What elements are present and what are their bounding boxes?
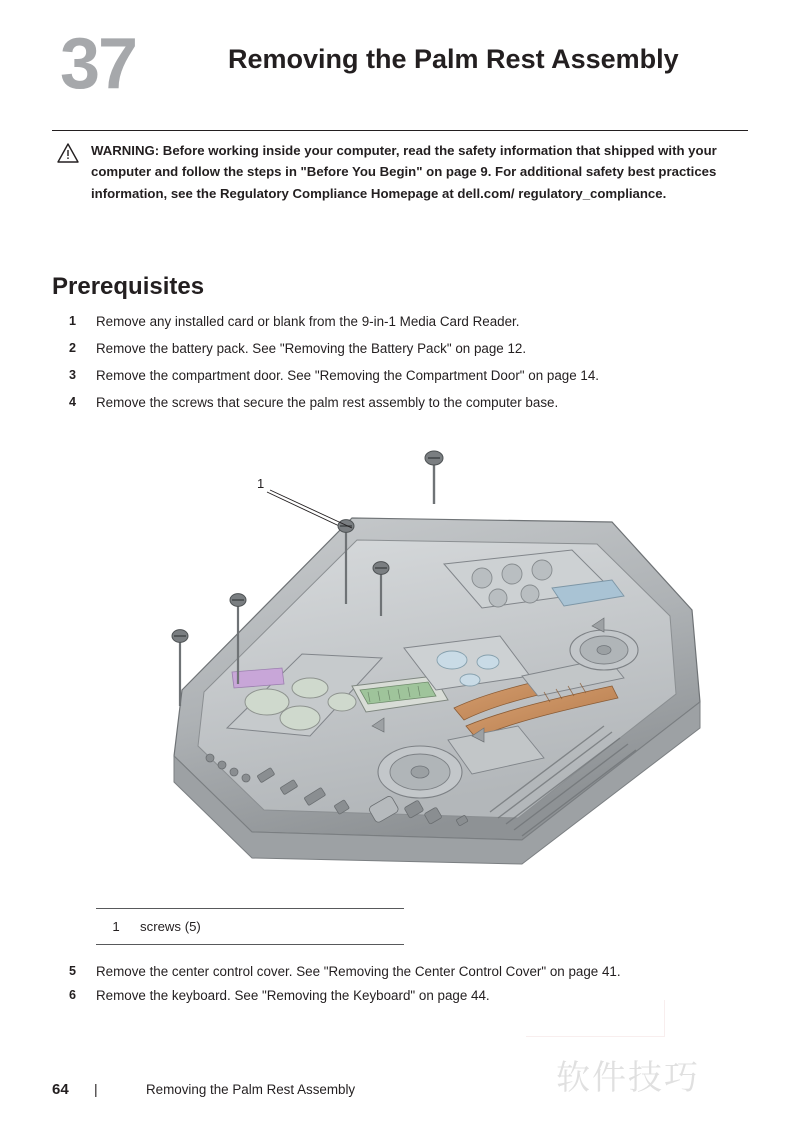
step-number: 5: [68, 964, 76, 978]
figure-legend-table: [96, 908, 404, 945]
step-number: 6: [68, 988, 76, 1002]
step-number: 2: [68, 341, 76, 355]
step-text: Remove the screws that secure the palm rest assembly to the computer base.: [96, 395, 559, 410]
chapter-number: 37: [60, 24, 137, 104]
warning-text: [91, 140, 748, 204]
list-item: [52, 962, 752, 986]
figure-illustration: [52, 440, 752, 920]
figure-laptop-base-screws: [52, 440, 752, 920]
step-text: Remove the center control cover. See "Removing the Center Control Cover" on page 41.: [96, 964, 621, 979]
figure-callout-1: 1: [257, 476, 265, 491]
warning-body: Before working inside your computer, read the safety information that shipped with your computer and follow the steps in "Before You Begin" on page 9. For additional safety best practices information, see the Regulatory Compliance Homepage at dell.com/ regulatory_compliance.: [91, 143, 717, 201]
step-text: Remove the keyboard. See "Removing the Keyboard" on page 44.: [96, 988, 490, 1003]
prerequisite-steps-list: [52, 312, 752, 420]
watermark-text: 软件技巧: [556, 1058, 700, 1098]
section-heading-prerequisites: Prerequisites: [52, 273, 205, 300]
list-item: [52, 312, 752, 339]
list-item: [52, 366, 752, 393]
cooling-fan-left: [378, 746, 462, 798]
step-number: 1: [68, 314, 76, 328]
legend-key: 1: [112, 919, 120, 934]
warning-block: [52, 140, 748, 204]
legend-value: screws (5): [140, 919, 201, 934]
page-title: Removing the Palm Rest Assembly: [228, 44, 679, 74]
step-text: Remove any installed card or blank from the 9-in-1 Media Card Reader.: [96, 314, 520, 329]
footer-separator: |: [94, 1081, 98, 1097]
footer-page-number: 64: [52, 1080, 69, 1098]
footer-title: Removing the Palm Rest Assembly: [146, 1081, 356, 1097]
step-text: Remove the battery pack. See "Removing the Battery Pack" on page 12.: [96, 341, 527, 356]
list-item: [52, 339, 752, 366]
callout-line: [270, 490, 352, 528]
table-row: [96, 909, 404, 944]
list-item: [52, 393, 752, 420]
step-number: 3: [68, 368, 76, 382]
warning-label: WARNING:: [91, 143, 160, 158]
chapter-header: [52, 24, 752, 124]
screw: [425, 451, 443, 504]
cooling-fan-right: [570, 630, 638, 670]
step-number: 4: [68, 395, 76, 409]
header-divider: [52, 130, 748, 131]
page-footer: [52, 1072, 748, 1106]
laptop-chassis: [174, 518, 700, 864]
warning-triangle-icon: [57, 143, 79, 163]
watermark-box: [526, 1000, 665, 1037]
step-text: Remove the compartment door. See "Removing the Compartment Door" on page 14.: [96, 368, 599, 383]
